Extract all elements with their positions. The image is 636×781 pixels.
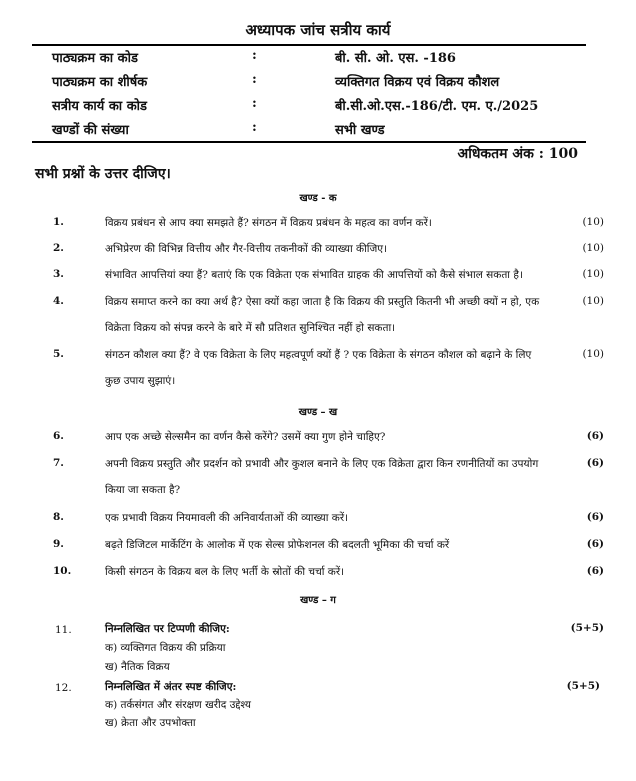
question-marks: (6) <box>586 511 604 523</box>
question-text: विक्रय समाप्त करने का क्या अर्थ है? ऐसा क्यों कहा जाता है कि विक्रय की प्रस्तुति कितनी भी अच्छी क्यों न हो, एक विक्रेता विक्रय को संपन्न करने के बारे में सौ प्रतिशत सुनिश्चित नहीं हो सकता। <box>105 296 540 334</box>
info-colon: : <box>252 72 257 87</box>
question-number: 7. <box>53 457 64 469</box>
info-colon: : <box>252 96 257 111</box>
info-label: सत्रीय कार्य का कोड <box>52 99 147 114</box>
info-label: पाठ्यक्रम का शीर्षक <box>52 75 148 90</box>
question-part: क) व्यक्तिगत विक्रय की प्रक्रिया <box>105 642 226 654</box>
max-marks: अधिकतम अंक : 100 <box>457 146 578 162</box>
info-label: पाठ्यक्रम का कोड <box>52 51 138 66</box>
question-number: 5. <box>53 348 64 360</box>
question-text: बढ़ते डिजिटल मार्केटिंग के आलोक में एक सेल्स प्रोफेशनल की बदलती भूमिका की चर्चा करें <box>105 539 450 551</box>
question-text: अपनी विक्रय प्रस्तुति और प्रदर्शन को प्रभावी और कुशल बनाने के लिए एक विक्रेता द्वारा किन रणनीतियों का उपयोग किया जा सकता है? <box>105 458 539 496</box>
info-row-course-code <box>52 48 592 68</box>
question-marks: (5+5) <box>570 622 604 634</box>
question-part: ख) नैतिक विक्रय <box>105 661 170 673</box>
question-number: 4. <box>53 295 64 307</box>
question-number: 1. <box>53 216 64 228</box>
question-text: अभिप्रेरण की विभिन्न वित्तीय और गैर-वित्तीय तकनीकों की व्याख्या कीजिए। <box>105 243 388 255</box>
info-colon: : <box>252 48 257 63</box>
question-marks: (5+5) <box>566 680 600 692</box>
question-heading: निम्नलिखित पर टिप्पणी कीजिए: <box>105 623 230 635</box>
divider-bottom <box>32 141 586 143</box>
info-row-blocks <box>52 120 592 140</box>
question-number: 10. <box>53 565 72 577</box>
question-marks: (6) <box>586 538 604 550</box>
question-number: 11. <box>55 624 72 636</box>
question-marks: (10) <box>582 295 604 307</box>
info-colon: : <box>252 120 257 135</box>
question-number: 12. <box>55 682 72 694</box>
question-part: क) तर्कसंगत और संरक्षण खरीद उद्देश्य <box>105 699 252 711</box>
info-row-assignment-code <box>52 96 592 116</box>
question-text: किसी संगठन के विक्रय बल के लिए भर्ती के स्रोतों की चर्चा करें। <box>105 566 345 578</box>
question-heading: निम्नलिखित में अंतर स्पष्ट कीजिए: <box>105 681 237 693</box>
info-row-course-title <box>52 72 592 92</box>
question-marks: (6) <box>586 457 604 469</box>
info-value: व्यक्तिगत विक्रय एवं विक्रय कौशल <box>335 75 500 90</box>
info-value: सभी खण्ड <box>335 123 385 138</box>
question-marks: (6) <box>586 430 604 442</box>
instruction: सभी प्रश्नों के उत्तर दीजिए। <box>35 166 171 182</box>
section-c-heading: खण्ड – ग <box>300 595 336 606</box>
question-number: 3. <box>53 268 64 280</box>
info-value: बी. सी. ओ. एस. -186 <box>335 51 456 66</box>
info-label: खण्डों की संख्या <box>52 123 129 138</box>
question-text: संभावित आपत्तियां क्या हैं? बताएं कि एक विक्रेता एक संभावित ग्राहक की आपत्तियों को कैसे संभाल सकता है। <box>105 269 523 281</box>
question-number: 8. <box>53 511 64 523</box>
question-number: 6. <box>53 430 64 442</box>
question-text: विक्रय प्रबंधन से आप क्या समझते हैं? संगठन में विक्रय प्रबंधन के महत्व का वर्णन करें। <box>105 217 432 229</box>
info-value: बी.सी.ओ.एस.-186/टी. एम. ए./2025 <box>335 99 539 114</box>
question-marks: (10) <box>582 216 604 228</box>
question-text: आप एक अच्छे सेल्समैन का वर्णन कैसे करेंगे? उसमें क्या गुण होने चाहिए? <box>105 431 386 443</box>
section-a-heading: खण्ड - क <box>299 193 337 204</box>
question-marks: (10) <box>582 348 604 360</box>
question-marks: (6) <box>586 565 604 577</box>
question-part: ख) क्रेता और उपभोक्ता <box>105 717 196 729</box>
question-marks: (10) <box>582 242 604 254</box>
section-b-heading: खण्ड – ख <box>298 407 338 418</box>
question-marks: (10) <box>582 268 604 280</box>
question-number: 9. <box>53 538 64 550</box>
divider-top <box>32 44 586 46</box>
question-number: 2. <box>53 242 64 254</box>
page-title: अध्यापक जांच सत्रीय कार्य <box>245 21 391 39</box>
question-text: संगठन कौशल क्या हैं? वे एक विक्रेता के लिए महत्वपूर्ण क्यों हैं ? एक विक्रेता के संगठन कौशल को बढ़ाने के लिए कुछ उपाय सुझाएं। <box>105 349 532 387</box>
question-text: एक प्रभावी विक्रय नियमावली की अनिवार्यताओं की व्याख्या करें। <box>105 512 349 524</box>
